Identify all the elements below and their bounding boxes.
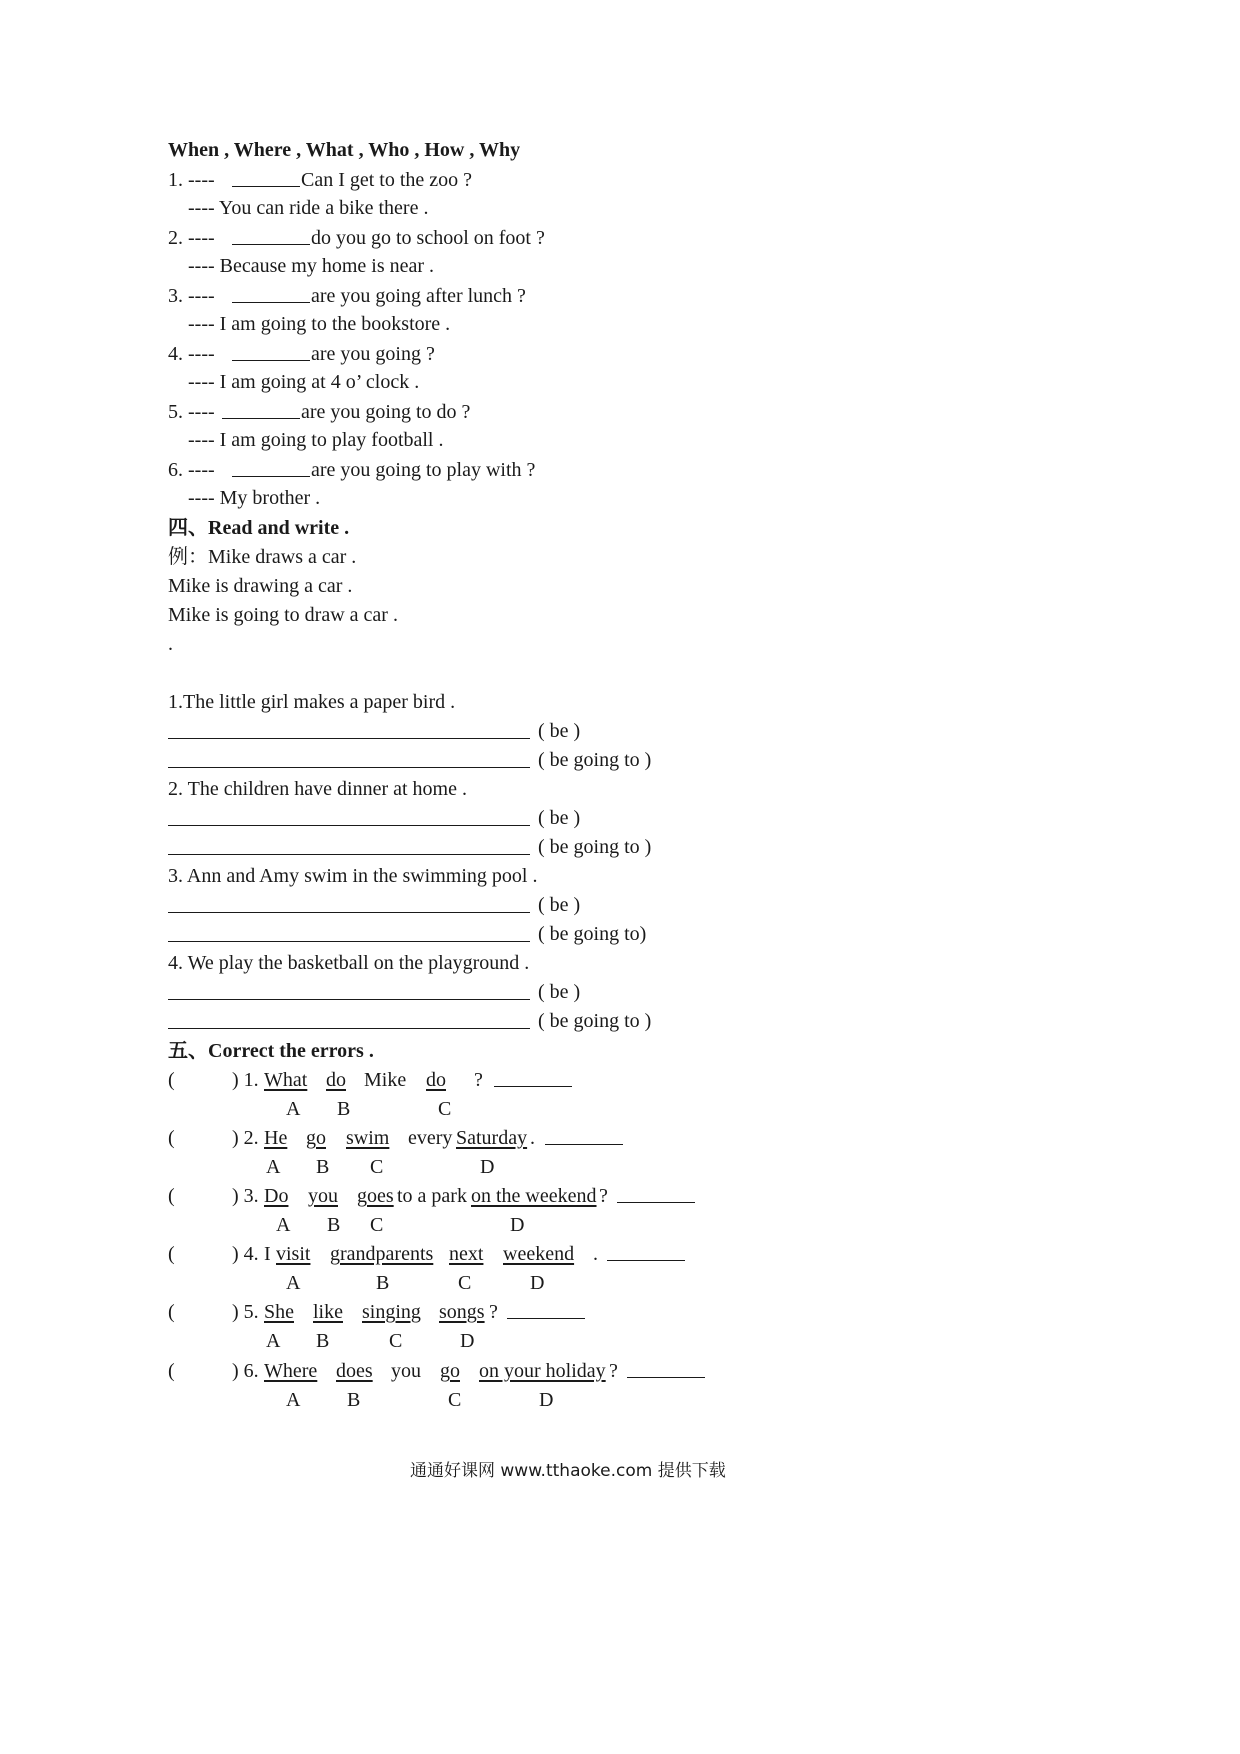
option-letter: B bbox=[316, 1156, 330, 1178]
source-sentence: 3. Ann and Amy swim in the swimming pool . bbox=[168, 865, 538, 887]
option-word: go bbox=[306, 1127, 326, 1149]
example-line: Mike is drawing a car . bbox=[168, 575, 353, 597]
footer-watermark: 通通好课网 www.tthaoke.com 提供下载 bbox=[410, 1461, 726, 1481]
option-word: swim bbox=[346, 1127, 390, 1149]
question-number: 2. ---- bbox=[168, 227, 215, 249]
item-number: ) 4. bbox=[232, 1243, 259, 1265]
option-word: singing bbox=[362, 1301, 421, 1323]
answer-text: ---- I am going at 4 o’ clock . bbox=[188, 371, 420, 393]
writing-line[interactable] bbox=[168, 941, 530, 942]
writing-line[interactable] bbox=[168, 999, 530, 1000]
answer-text: ---- You can ride a bike there . bbox=[188, 197, 429, 219]
punctuation: ? bbox=[489, 1301, 498, 1323]
option-letter: C bbox=[458, 1272, 472, 1294]
option-letter: A bbox=[286, 1389, 301, 1411]
answer-text: ---- My brother . bbox=[188, 487, 321, 509]
question-text: Can I get to the zoo ? bbox=[301, 169, 473, 191]
option-word: visit bbox=[276, 1243, 311, 1265]
writing-line[interactable] bbox=[168, 1028, 530, 1029]
plain-word: I bbox=[264, 1243, 271, 1265]
answer-paren-open: ( bbox=[168, 1360, 175, 1382]
tense-hint: ( be going to ) bbox=[538, 836, 652, 858]
punctuation: . bbox=[530, 1127, 535, 1149]
option-letter: B bbox=[347, 1389, 361, 1411]
question-text: are you going ? bbox=[311, 343, 435, 365]
option-word: Do bbox=[264, 1185, 289, 1207]
option-word: you bbox=[308, 1185, 338, 1207]
tense-hint: ( be going to) bbox=[538, 923, 647, 945]
source-sentence: 4. We play the basketball on the playground . bbox=[168, 952, 530, 974]
option-letter: D bbox=[539, 1389, 554, 1411]
correction-blank[interactable] bbox=[617, 1184, 695, 1203]
answer-blank[interactable] bbox=[222, 400, 300, 419]
question-text: are you going after lunch ? bbox=[311, 285, 526, 307]
item-number: ) 2. bbox=[232, 1127, 259, 1149]
punctuation: . bbox=[593, 1243, 598, 1265]
correction-blank[interactable] bbox=[494, 1068, 572, 1087]
question-text: do you go to school on foot ? bbox=[311, 227, 545, 249]
plain-word: to a park bbox=[397, 1185, 467, 1207]
option-word: like bbox=[313, 1301, 343, 1323]
option-word: on your holiday bbox=[479, 1360, 606, 1382]
stray-dot: . bbox=[168, 633, 173, 655]
option-letter: B bbox=[327, 1214, 341, 1236]
writing-line[interactable] bbox=[168, 767, 530, 768]
tense-hint: ( be ) bbox=[538, 807, 581, 829]
question-text: are you going to do ? bbox=[301, 401, 471, 423]
correction-blank[interactable] bbox=[627, 1359, 705, 1378]
option-word: does bbox=[336, 1360, 373, 1382]
option-word: He bbox=[264, 1127, 288, 1149]
writing-line[interactable] bbox=[168, 825, 530, 826]
example-line: 例：Mike draws a car . bbox=[168, 546, 357, 568]
option-letter: A bbox=[266, 1156, 281, 1178]
option-letter: D bbox=[530, 1272, 545, 1294]
question-number: 3. ---- bbox=[168, 285, 215, 307]
answer-text: ---- I am going to play football . bbox=[188, 429, 444, 451]
option-letter: D bbox=[460, 1330, 475, 1352]
answer-paren-open: ( bbox=[168, 1185, 175, 1207]
option-letter: C bbox=[389, 1330, 403, 1352]
option-letter: C bbox=[448, 1389, 462, 1411]
answer-blank[interactable] bbox=[232, 458, 310, 477]
answer-paren-open: ( bbox=[168, 1069, 175, 1091]
option-word: Saturday bbox=[456, 1127, 528, 1149]
option-word: next bbox=[449, 1243, 484, 1265]
option-word: weekend bbox=[503, 1243, 575, 1265]
option-letter: D bbox=[510, 1214, 525, 1236]
answer-blank[interactable] bbox=[232, 226, 310, 245]
question-number: 1. ---- bbox=[168, 169, 215, 191]
option-letter: A bbox=[286, 1272, 301, 1294]
tense-hint: ( be going to ) bbox=[538, 1010, 652, 1032]
correction-blank[interactable] bbox=[507, 1300, 585, 1319]
option-word: do bbox=[426, 1069, 446, 1091]
example-line: Mike is going to draw a car . bbox=[168, 604, 398, 626]
tense-hint: ( be going to ) bbox=[538, 749, 652, 771]
option-word: What bbox=[264, 1069, 308, 1091]
item-number: ) 5. bbox=[232, 1301, 259, 1323]
plain-word: you bbox=[391, 1360, 421, 1382]
writing-line[interactable] bbox=[168, 912, 530, 913]
option-letter: A bbox=[286, 1098, 301, 1120]
source-sentence: 1.The little girl makes a paper bird . bbox=[168, 691, 456, 713]
correction-blank[interactable] bbox=[545, 1126, 623, 1145]
wh-words-header: When , Where , What , Who , How , Why bbox=[168, 139, 521, 161]
option-word: go bbox=[440, 1360, 460, 1382]
writing-line[interactable] bbox=[168, 738, 530, 739]
option-letter: B bbox=[316, 1330, 330, 1352]
option-letter: A bbox=[276, 1214, 291, 1236]
item-number: ) 1. bbox=[232, 1069, 259, 1091]
plain-word: Mike bbox=[364, 1069, 407, 1091]
option-word: Where bbox=[264, 1360, 318, 1382]
plain-word: every bbox=[408, 1127, 453, 1149]
question-text: are you going to play with ? bbox=[311, 459, 536, 481]
tense-hint: ( be ) bbox=[538, 720, 581, 742]
question-number: 5. ---- bbox=[168, 401, 215, 423]
answer-paren-open: ( bbox=[168, 1127, 175, 1149]
option-word: She bbox=[264, 1301, 294, 1323]
answer-paren-open: ( bbox=[168, 1301, 175, 1323]
tense-hint: ( be ) bbox=[538, 894, 581, 916]
option-letter: B bbox=[376, 1272, 390, 1294]
option-letter: A bbox=[266, 1330, 281, 1352]
option-letter: B bbox=[337, 1098, 351, 1120]
option-word: goes bbox=[357, 1185, 394, 1207]
option-letter: C bbox=[438, 1098, 452, 1120]
punctuation: ? bbox=[599, 1185, 608, 1207]
answer-blank[interactable] bbox=[232, 284, 310, 303]
writing-line[interactable] bbox=[168, 854, 530, 855]
answer-blank[interactable] bbox=[232, 342, 310, 361]
option-word: do bbox=[326, 1069, 346, 1091]
option-letter: C bbox=[370, 1156, 384, 1178]
correction-blank[interactable] bbox=[607, 1242, 685, 1261]
tense-hint: ( be ) bbox=[538, 981, 581, 1003]
option-word: on the weekend bbox=[471, 1185, 597, 1207]
answer-text: ---- Because my home is near . bbox=[188, 255, 435, 277]
option-word: grandparents bbox=[330, 1243, 434, 1265]
option-letter: D bbox=[480, 1156, 495, 1178]
answer-text: ---- I am going to the bookstore . bbox=[188, 313, 451, 335]
answer-paren-open: ( bbox=[168, 1243, 175, 1265]
option-word: songs bbox=[439, 1301, 485, 1323]
section-title: 四、Read and write . bbox=[168, 517, 350, 539]
source-sentence: 2. The children have dinner at home . bbox=[168, 778, 467, 800]
question-number: 6. ---- bbox=[168, 459, 215, 481]
question-number: 4. ---- bbox=[168, 343, 215, 365]
answer-blank[interactable] bbox=[232, 168, 300, 187]
punctuation: ? bbox=[609, 1360, 618, 1382]
option-letter: C bbox=[370, 1214, 384, 1236]
section-title: 五、Correct the errors . bbox=[168, 1040, 374, 1062]
punctuation: ? bbox=[474, 1069, 483, 1091]
item-number: ) 3. bbox=[232, 1185, 259, 1207]
item-number: ) 6. bbox=[232, 1360, 259, 1382]
